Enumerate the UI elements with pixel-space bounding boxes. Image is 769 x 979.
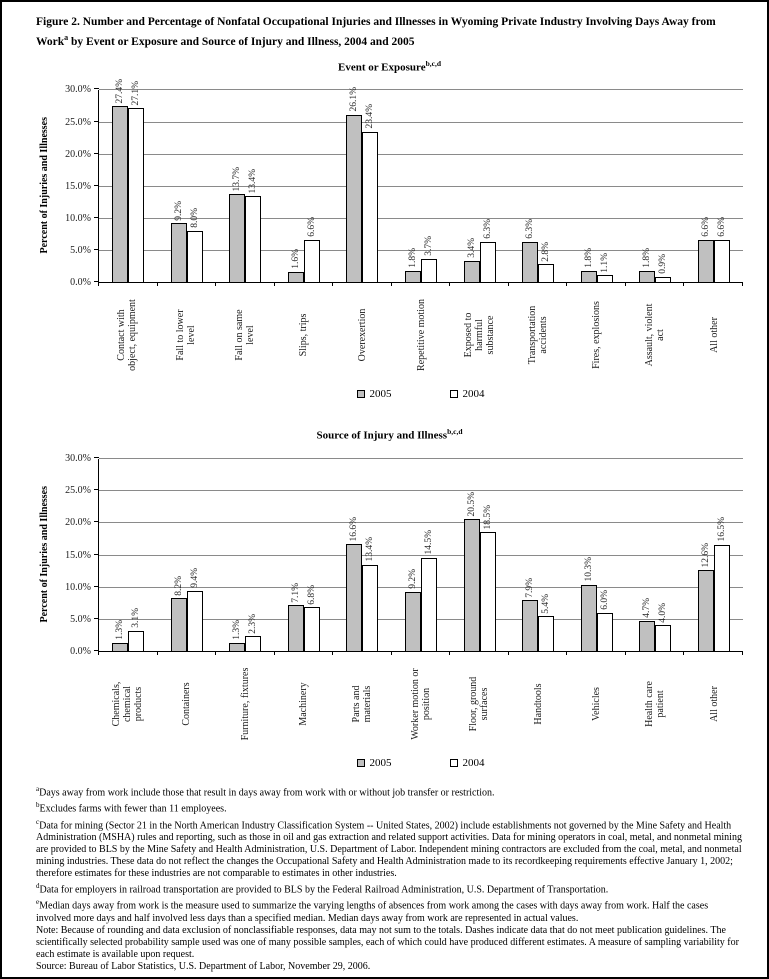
bar-2004: [538, 616, 554, 651]
bar-value-label: 4.7%: [642, 598, 653, 618]
x-axis-category: [508, 652, 567, 755]
x-axis-category-rotated: [451, 655, 507, 753]
x-axis-category-label: Fires, explosions: [590, 301, 602, 369]
y-axis-tick-labels: [52, 84, 98, 289]
y-tick-label: 5.0%: [70, 245, 91, 257]
bar-group: [567, 459, 626, 651]
bar-2005: [229, 643, 245, 651]
x-axis-category-rotated: [568, 286, 624, 384]
x-axis-category-label: Health care patient: [644, 680, 667, 727]
x-axis-category: [333, 652, 392, 755]
bar-2004: [362, 565, 378, 651]
x-axis-category-rotated: [627, 655, 683, 753]
x-axis-category: [567, 652, 626, 755]
chart-title-event-exposure: Event or Exposure$^{b,c,d}$: [337, 58, 442, 74]
bar-2004: [655, 277, 671, 283]
x-axis-category-label: Vehicles: [590, 686, 602, 721]
x-axis-category-rotated: [510, 655, 566, 753]
x-axis-category: [450, 652, 509, 755]
x-axis-category: [567, 283, 626, 386]
bar-2005: [581, 271, 597, 283]
footnote: $^d$Data for employers in railroad transportation are provided to BLS by the Federal Railroad Administration, U.S. Department of Transportation.: [36, 882, 609, 896]
footnote-marker-bcd: b,c,d: [425, 58, 442, 68]
footnote: Source: Bureau of Labor Statistics, U.S. Department of Labor, November 29, 2006.: [36, 960, 371, 972]
legend-label: 2004: [462, 388, 485, 401]
bar-group: [509, 90, 568, 282]
bar-value-label: 13.4%: [365, 537, 376, 562]
bar-value-label: 13.7%: [232, 166, 243, 192]
x-axis-category-label: Exposed to harmful substance: [462, 312, 496, 358]
bar-value-label: 5.4%: [541, 593, 552, 614]
y-tick-label: 10.0%: [65, 213, 91, 225]
bar-2005: [698, 570, 714, 651]
footnote-marker: e: [36, 898, 40, 907]
bar-2005: [698, 240, 714, 283]
x-axis-category-rotated: [275, 655, 331, 753]
bar-value-label: 27.4%: [115, 78, 126, 104]
bar-value-label: 26.1%: [349, 87, 360, 112]
y-tick-label: 30.0%: [65, 84, 91, 96]
footnote: Note: Because of rounding and data exclusion of nonclassifiable responses, data may not sum to the totals. Dashes indicate data that do not meet publication guidelines. The scientifically selected probability sample used was one of many possible samples, each of which could have produced different estimates. A measure of sampling variability for each estimate is available upon request.: [36, 924, 739, 960]
bar-2005: [346, 544, 362, 651]
y-tick-label: 5.0%: [70, 613, 91, 625]
bar-group: [684, 459, 743, 651]
y-axis-tick-labels: [52, 453, 98, 658]
x-axis-category: [391, 283, 450, 386]
chart-title-source-of-injury: Source of Injury and Illness$^{b,c,d}$: [316, 427, 463, 443]
bar-2004: [421, 259, 437, 283]
x-axis-category-rotated: [158, 286, 214, 384]
x-axis-category-rotated: [217, 286, 273, 384]
bar-2005: [581, 585, 597, 651]
bar-2005: [171, 223, 187, 282]
bar-2004: [304, 607, 320, 651]
plot-area: [98, 78, 743, 283]
bar-2005: [522, 600, 538, 651]
bar-2005: [229, 194, 245, 282]
bar-2005: [522, 242, 538, 283]
x-axis-category-label: Overexertion: [356, 308, 368, 362]
bar-2004: [128, 631, 144, 651]
bar-value-label: 20.5%: [466, 491, 477, 517]
bar-2005: [112, 643, 128, 651]
bar-group: [509, 459, 568, 651]
bar-2005: [288, 605, 304, 651]
bar-group: [333, 459, 392, 651]
legend-label: 2005: [369, 757, 392, 770]
x-axis-category: [684, 283, 743, 386]
y-tick-label: 15.0%: [65, 180, 91, 192]
y-tick-label: 20.0%: [65, 517, 91, 529]
bar-group: [99, 78, 158, 282]
bar-value-label: 6.3%: [525, 219, 536, 239]
chart-source-of-injury: [36, 427, 743, 769]
x-axis-category-rotated: [451, 286, 507, 384]
x-axis-category-rotated: [568, 655, 624, 753]
x-axis-category-label: Parts and materials: [350, 685, 373, 723]
bar-2005: [464, 261, 480, 283]
x-axis-category-rotated: [334, 655, 390, 753]
x-axis-category: [274, 283, 333, 386]
bar-group: [626, 459, 685, 651]
x-axis-category-rotated: [99, 286, 155, 384]
bar-2004: [245, 196, 261, 282]
bar-value-label: 3.4%: [466, 237, 477, 258]
x-axis-category-rotated: [510, 286, 566, 384]
footnote-marker: b: [36, 801, 40, 810]
bar-value-label: 14.5%: [424, 530, 434, 555]
y-tick-label: 0.0%: [70, 646, 91, 658]
bar-value-label: 6.6%: [700, 217, 711, 237]
x-axis-category: [450, 283, 509, 386]
x-axis-category-label: Fall to lower level: [174, 309, 197, 361]
y-tick-label: 15.0%: [65, 549, 91, 561]
bar-value-label: 2.8%: [541, 241, 552, 262]
x-axis-category: [98, 283, 157, 386]
bar-group: [158, 90, 217, 282]
bar-group: [626, 90, 685, 282]
bar-value-label: 16.6%: [349, 516, 360, 542]
chart-event-exposure: [36, 59, 743, 401]
bar-2004: [187, 591, 203, 652]
bar-value-label: 9.2%: [408, 569, 418, 589]
x-axis-labels: [98, 283, 743, 386]
bar-2004: [655, 625, 671, 651]
x-axis-category: [215, 283, 274, 386]
bar-2004: [714, 240, 730, 283]
x-axis-category-label: Containers: [180, 681, 192, 726]
bar-2004: [421, 558, 437, 651]
legend-swatch-2004: [450, 390, 458, 398]
x-axis-category-label: Floor, ground surfaces: [468, 676, 491, 731]
y-tick-label: 25.0%: [65, 116, 91, 128]
bar-value-label: 1.8%: [408, 248, 418, 268]
bar-value-label: 6.6%: [306, 217, 317, 237]
bar-value-label: 1.8%: [583, 248, 594, 268]
bar-value-label: 6.8%: [306, 584, 317, 605]
x-axis-category: [157, 652, 216, 755]
bar-value-label: 6.0%: [599, 589, 610, 610]
bar-group: [275, 90, 334, 282]
bar-2004: [597, 275, 613, 282]
bar-value-label: 7.9%: [525, 577, 536, 598]
bar-value-label: 27.1%: [131, 80, 142, 106]
legend: [98, 388, 743, 400]
x-axis-category: [157, 283, 216, 386]
bar-value-label: 16.5%: [716, 517, 727, 542]
x-axis-category-rotated: [158, 655, 214, 753]
bar-2004: [245, 636, 261, 651]
legend-item-2004: [450, 757, 485, 769]
y-tick-label: 25.0%: [65, 485, 91, 497]
bar-value-label: 7.1%: [290, 582, 301, 603]
bar-group: [275, 459, 334, 651]
footnote: $^b$Excludes farms with fewer than 11 employees.: [36, 801, 227, 815]
bar-value-label: 2.3%: [248, 613, 259, 634]
plot-area: [98, 459, 743, 652]
x-axis-category-rotated: [393, 655, 449, 753]
x-axis-category: [626, 652, 685, 755]
bar-2004: [187, 231, 203, 283]
x-axis-category-label: Contact with object, equipment: [116, 299, 139, 371]
bar-group: [216, 90, 275, 282]
footnote: $^a$Days away from work include those that result in days away from work with or without job transfer or restriction.: [36, 785, 495, 799]
footnote-marker: c: [36, 817, 40, 826]
bar-value-label: 3.7%: [424, 235, 434, 256]
bar-value-label: 9.2%: [173, 200, 184, 221]
y-axis-title: Percent of Injuries and Illnesses: [38, 117, 50, 254]
bar-2004: [597, 613, 613, 652]
legend-swatch-2005: [357, 759, 365, 767]
bar-value-label: 8.2%: [173, 575, 184, 596]
bar-2005: [464, 519, 480, 651]
bar-groups: [99, 78, 743, 282]
bar-2005: [639, 271, 655, 283]
x-axis-category: [333, 283, 392, 386]
bar-value-label: 4.0%: [658, 602, 669, 623]
x-axis-category-label: Furniture, fixtures: [239, 667, 251, 741]
bar-group: [99, 459, 158, 651]
bar-value-label: 1.3%: [232, 619, 243, 640]
x-axis-category-rotated: [686, 655, 742, 753]
x-axis-category-label: Repetitive motion: [415, 299, 427, 371]
bar-value-label: 1.6%: [290, 249, 301, 270]
x-axis-category-label: Machinery: [297, 681, 309, 726]
bar-group: [216, 459, 275, 651]
bar-value-label: 12.6%: [700, 542, 711, 568]
bar-group: [450, 90, 509, 282]
bar-groups: [99, 459, 743, 651]
bar-value-label: 6.3%: [482, 219, 493, 239]
x-axis-category-label: Worker motion or position: [409, 667, 432, 740]
figure-title: Figure 2. Number and Percentage of Nonfatal Occupational Injuries and Illnesses in Wyoming Private Industry Involving Days Away from Work$^a$ by Event or Exposure and Source of Injury and Illness, 2004 and 2005: [36, 16, 716, 48]
footnote-marker-a: a: [64, 33, 69, 42]
x-axis-category: [274, 652, 333, 755]
bar-value-label: 9.4%: [189, 567, 200, 588]
x-axis-category-label: Assault, violent act: [644, 303, 667, 367]
x-axis-category-label: Fall on same level: [233, 309, 256, 361]
bar-group: [158, 459, 217, 651]
x-axis-category-label: All other: [708, 317, 720, 353]
bar-value-label: 0.9%: [658, 253, 669, 274]
footnote: $^e$Median days away from work is the measure used to summarize the varying lengths of absences from work among the cases with days away from work. Half the cases involved more days and half involved less days than a specified median. Median days away from work are represented in actual values.: [36, 898, 709, 924]
legend: [98, 757, 743, 769]
bar-2005: [112, 106, 128, 282]
bar-group: [567, 90, 626, 282]
y-tick-label: 10.0%: [65, 581, 91, 593]
bar-2004: [128, 108, 144, 282]
legend-label: 2004: [462, 757, 485, 770]
bar-value-label: 1.3%: [115, 619, 126, 640]
x-axis-category-rotated: [99, 655, 155, 753]
bar-2005: [639, 621, 655, 651]
footnote-marker-bcd: b,c,d: [447, 427, 463, 437]
bar-group: [333, 87, 392, 282]
x-axis-category-rotated: [334, 286, 390, 384]
bar-2005: [405, 271, 421, 283]
x-axis-category-label: All other: [708, 685, 720, 722]
x-axis-category: [391, 652, 450, 755]
bar-value-label: 1.1%: [599, 252, 610, 273]
bar-2005: [346, 115, 362, 283]
legend-label: 2005: [369, 388, 392, 401]
x-axis-category: [508, 283, 567, 386]
x-axis-category-rotated: [217, 655, 273, 753]
bar-2004: [538, 264, 554, 282]
footnote-marker: d: [36, 882, 40, 891]
bar-group: [392, 90, 451, 282]
bar-value-label: 8.0%: [189, 208, 200, 228]
bar-group: [392, 459, 451, 651]
y-tick-label: 20.0%: [65, 148, 91, 160]
x-axis-category: [684, 652, 743, 755]
y-axis-title: Percent of Injuries and Illnesses: [38, 485, 50, 623]
x-axis-category-rotated: [393, 286, 449, 384]
bar-2004: [304, 240, 320, 283]
x-axis-category-rotated: [275, 286, 331, 384]
x-axis-category-label: Chemicals, chemical products: [110, 681, 144, 726]
bar-2004: [480, 532, 496, 651]
bar-2004: [362, 132, 378, 283]
legend-item-2005: [357, 757, 392, 769]
bar-value-label: 1.8%: [642, 248, 653, 268]
bar-2004: [480, 242, 496, 283]
x-axis-category: [98, 652, 157, 755]
bar-2005: [288, 272, 304, 282]
x-axis-category: [626, 283, 685, 386]
bar-2005: [405, 592, 421, 651]
y-tick-label: 30.0%: [65, 453, 91, 465]
bar-value-label: 10.3%: [583, 557, 594, 582]
legend-item-2005: [357, 388, 392, 400]
y-tick-label: 0.0%: [70, 277, 91, 289]
bar-group: [450, 459, 509, 651]
x-axis-category-label: Handtools: [532, 683, 544, 725]
legend-item-2004: [450, 388, 485, 400]
legend-swatch-2004: [450, 759, 458, 767]
bar-value-label: 6.6%: [716, 217, 727, 237]
bar-group: [684, 90, 743, 282]
bar-value-label: 18.5%: [482, 504, 493, 530]
bar-2004: [714, 545, 730, 651]
x-axis-category-label: Slips, trips: [297, 313, 309, 357]
x-axis-category-label: Transportation accidents: [526, 305, 549, 365]
footnotes: [36, 783, 743, 973]
x-axis-category-rotated: [627, 286, 683, 384]
footnote-marker: a: [36, 785, 40, 794]
legend-swatch-2005: [357, 390, 365, 398]
x-axis-labels: [98, 652, 743, 755]
x-axis-category: [215, 652, 274, 755]
bar-value-label: 23.4%: [365, 104, 376, 129]
bar-value-label: 3.1%: [131, 608, 142, 629]
bar-2005: [171, 598, 187, 651]
footnote: $^c$Data for mining (Sector 21 in the North American Industry Classification System -- United States, 2002) include establishments not governed by the Mine Safety and Health Administration (MSHA) rules and reporting, such as those in oil and gas extraction and related support activities. Data for mining operators in coal, metal, and nonmetal mining are provided to BLS by the Mine Safety and Health Administration, U.S. Department of Labor. Independent mining contractors are excluded from the coal, metal, and nonmetal mining industries. These data do not reflect the changes the Occupational Safety and Health Administration made to its recordkeeping requirements effective January 1, 2002; therefore estimates for these industries are not comparable to estimates in other industries.: [36, 817, 742, 880]
x-axis-category-rotated: [686, 286, 742, 384]
bar-value-label: 13.4%: [248, 168, 259, 194]
